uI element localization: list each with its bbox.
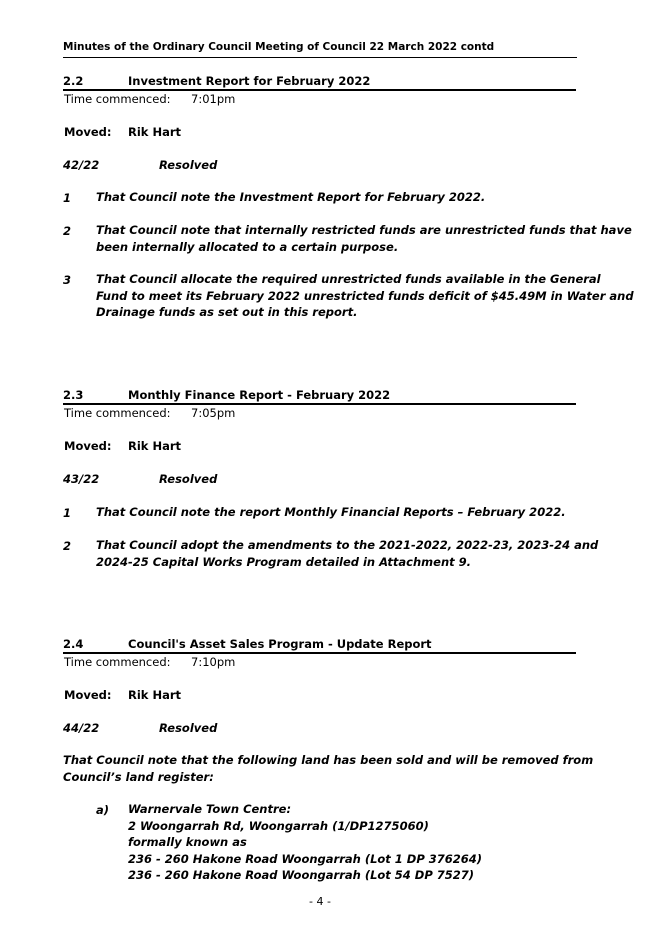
item-text xyxy=(96,271,634,321)
resolution-word: Resolved xyxy=(159,158,218,172)
resolution-intro xyxy=(63,752,593,785)
time-commenced-value: 7:05pm xyxy=(191,406,236,420)
item-text xyxy=(96,189,485,206)
time-commenced-label: Time commenced: xyxy=(64,92,171,106)
item-line: That Council note the report Monthly Financial Reports – February 2022. xyxy=(96,505,566,519)
item-line: 2024-25 Capital Works Program detailed in Attachment 9. xyxy=(96,554,471,569)
intro-line: Council’s land register: xyxy=(63,769,214,784)
time-commenced-value: 7:10pm xyxy=(191,655,236,669)
page-number: - 4 - xyxy=(309,895,331,908)
list-line: formally known as xyxy=(128,835,247,849)
moved-label: Moved: xyxy=(64,125,112,139)
item-number: 2 xyxy=(63,224,72,238)
resolution-number: 43/22 xyxy=(63,472,100,486)
list-marker: a) xyxy=(96,803,110,817)
moved-label: Moved: xyxy=(64,439,112,453)
section-number: 2.3 xyxy=(63,388,84,402)
moved-label: Moved: xyxy=(64,688,112,702)
item-text xyxy=(96,222,632,255)
resolution-word: Resolved xyxy=(159,721,218,735)
section-title: Council's Asset Sales Program - Update Report xyxy=(128,637,432,651)
resolution-word: Resolved xyxy=(159,472,218,486)
item-number: 2 xyxy=(63,539,72,553)
intro-line: That Council note that the following land has been sold and will be removed from xyxy=(63,753,594,767)
item-line: That Council note that internally restricted funds are unrestricted funds that have xyxy=(96,223,632,237)
item-line: Drainage funds as set out in this report. xyxy=(96,305,358,319)
list-line: 2 Woongarrah Rd, Woongarrah (1/DP1275060) xyxy=(128,818,429,833)
land-list-item xyxy=(128,801,482,884)
section-heading-2-4 xyxy=(63,637,576,654)
section-title: Monthly Finance Report - February 2022 xyxy=(128,388,391,402)
page-header: Minutes of the Ordinary Council Meeting of Council 22 March 2022 contd xyxy=(63,41,577,58)
time-commenced-label: Time commenced: xyxy=(64,406,171,420)
item-text xyxy=(96,504,566,521)
item-number: 1 xyxy=(63,191,72,205)
moved-by: Rik Hart xyxy=(128,688,182,702)
item-number: 1 xyxy=(63,506,72,520)
item-line: That Council allocate the required unrestricted funds available in the General xyxy=(96,272,601,286)
section-title: Investment Report for February 2022 xyxy=(128,74,371,88)
section-heading-2-3 xyxy=(63,388,576,405)
item-line: Fund to meet its February 2022 unrestricted funds deficit of $45.49M in Water and xyxy=(96,288,634,303)
section-number: 2.4 xyxy=(63,637,84,651)
moved-by: Rik Hart xyxy=(128,125,182,139)
item-text xyxy=(96,537,598,570)
item-line: That Council note the Investment Report for February 2022. xyxy=(96,190,486,204)
time-commenced-label: Time commenced: xyxy=(64,655,171,669)
resolution-number: 42/22 xyxy=(63,158,100,172)
list-line: 236 - 260 Hakone Road Woongarrah (Lot 1 DP 376264) xyxy=(128,851,483,866)
moved-by: Rik Hart xyxy=(128,439,182,453)
item-line: That Council adopt the amendments to the 2021-2022, 2022-23, 2023-24 and xyxy=(96,538,599,552)
resolution-number: 44/22 xyxy=(63,721,100,735)
list-line: Warnervale Town Centre: xyxy=(128,802,292,816)
time-commenced-value: 7:01pm xyxy=(191,92,236,106)
list-line: 236 - 260 Hakone Road Woongarrah (Lot 54 DP 7527) xyxy=(128,868,475,882)
section-number: 2.2 xyxy=(63,74,84,88)
section-heading-2-2 xyxy=(63,74,576,91)
item-number: 3 xyxy=(63,273,72,287)
item-line: been internally allocated to a certain purpose. xyxy=(96,239,399,254)
